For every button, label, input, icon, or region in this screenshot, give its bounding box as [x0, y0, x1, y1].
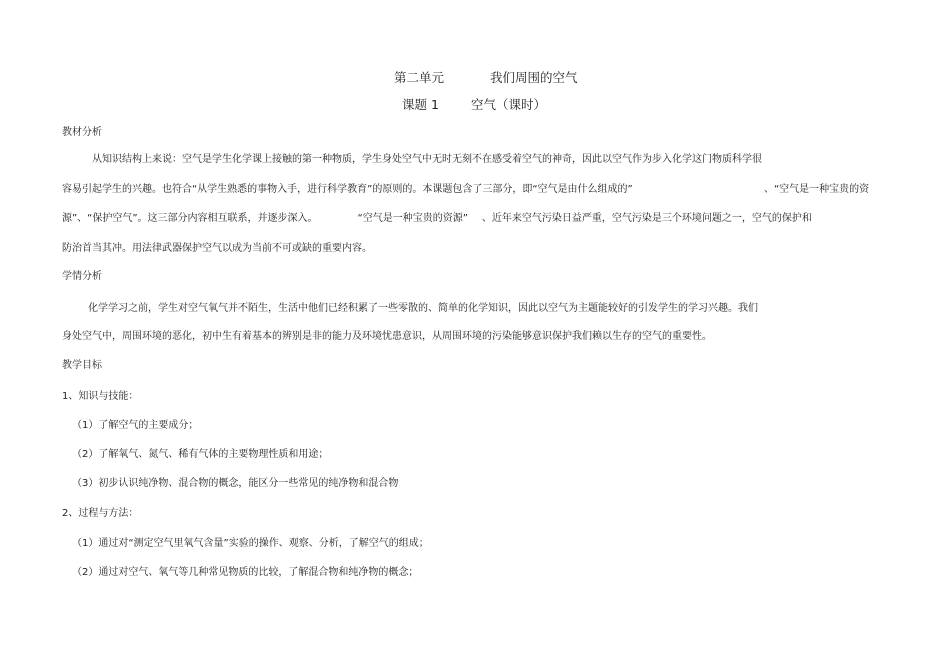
goal-item: （2）了解氧气、氮气、稀有气体的主要物理性质和用途； — [72, 449, 329, 460]
section-heading-textbook: 教材分析 — [62, 127, 102, 138]
document-title — [394, 70, 578, 86]
subtitle-lesson: 课题 1 — [402, 97, 439, 112]
paragraph-line: 防治首当其冲。用法律武器保护空气以成为当前不可或缺的重要内容。 — [62, 243, 372, 254]
paragraph-fragment: 源”、“保护空气”。这三部分内容相互联系，并逐步深入。 — [62, 213, 318, 224]
subtitle-name: 空气（课时） — [470, 97, 546, 112]
section-heading-student: 学情分析 — [62, 271, 102, 282]
goal-item: （2）通过对空气、氧气等几种常见物质的比较，了解混合物和纯净物的概念； — [72, 567, 419, 578]
goal-item: （1）了解空气的主要成分； — [72, 420, 199, 431]
goal-item: （1）通过对“测定空气里氧气含量”实验的操作、观察、分析，了解空气的组成； — [72, 538, 429, 549]
goal-item: （3）初步认识纯净物、混合物的概念，能区分一些常见的纯净物和混合物 — [72, 478, 399, 489]
paragraph-line: 从知识结构上来说：空气是学生化学课上接触的第一种物质，学生身处空气中无时无刻不在感受着空气的神奇，因此以空气作为步入化学这门物质科学很 — [92, 154, 762, 165]
paragraph-fragment: “空气是一种宝贵的资源” — [357, 213, 468, 224]
paragraph-line: 身处空气中，周围环境的恶化，初中生有着基本的辨别是非的能力及环境忧患意识，从周围环境的污染能够意识保护我们赖以生存的空气的重要性。 — [62, 331, 712, 342]
title-unit: 第二单元 — [394, 70, 445, 85]
paragraph-fragment: 容易引起学生的兴趣。也符合“从学生熟悉的事物入手，进行科学教育”的原则的。本课题包含了三部分，即“空气是由什么组成的” — [62, 184, 633, 195]
document-subtitle — [402, 97, 546, 113]
paragraph-fragment: 、近年来空气污染日益严重，空气污染是三个环境问题之一，空气的保护和 — [481, 213, 812, 224]
section-heading-goals: 教学目标 — [62, 360, 102, 371]
paragraph-line: 化学学习之前，学生对空气氧气并不陌生，生活中他们已经积累了一些零散的、简单的化学知识，因此以空气为主题能较好的引发学生的学习兴趣。我们 — [88, 303, 758, 314]
paragraph-line — [62, 183, 633, 197]
title-name: 我们周围的空气 — [490, 70, 578, 85]
paragraph-fragment: 、“空气是一种宝贵的资 — [764, 184, 870, 195]
paragraph-line — [62, 212, 812, 226]
goal-heading-knowledge: 1、知识与技能： — [62, 391, 139, 402]
goal-heading-process: 2、过程与方法： — [62, 508, 139, 519]
